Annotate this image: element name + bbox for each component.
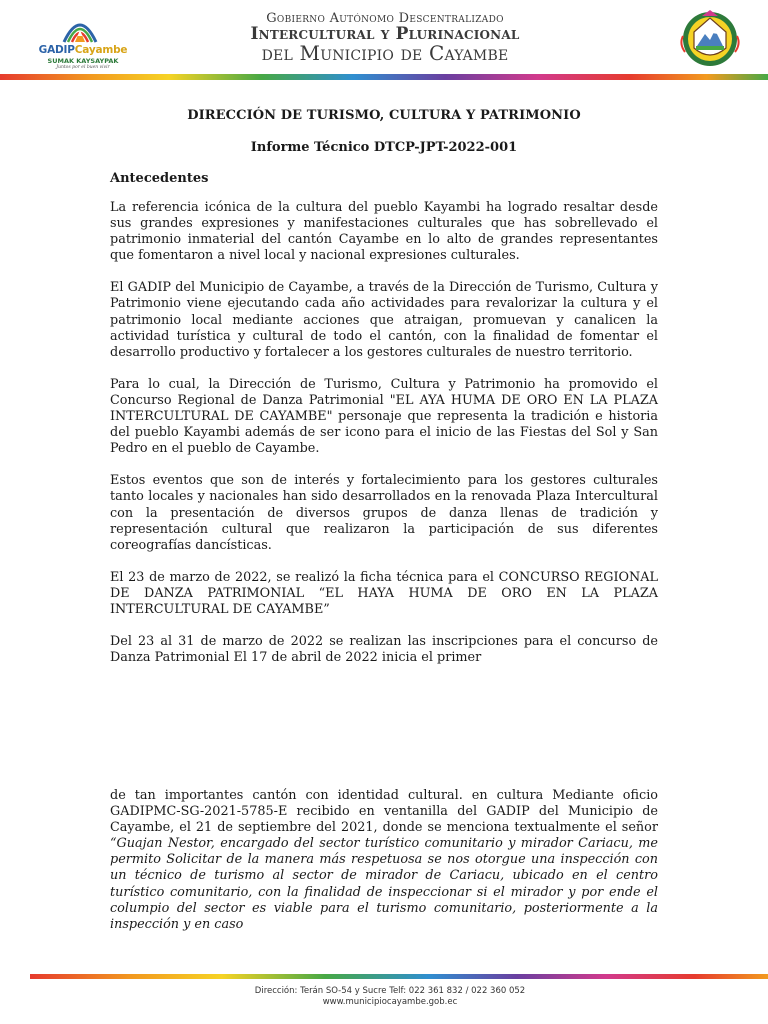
footer-website[interactable]: www.municipiocayambe.gob.ec [322, 997, 458, 1007]
report-number: Informe Técnico DTCP-JPT-2022-001 [250, 140, 518, 155]
footer-color-stripe [30, 974, 768, 979]
gov-title-line1: Gobierno Autónomo Descentralizado [266, 11, 504, 26]
logo-name: GADIPCayambe [38, 44, 128, 56]
gov-title-line2: Intercultural y Plurinacional [250, 23, 520, 44]
mountain-ring-icon [60, 14, 100, 48]
government-title [240, 12, 530, 64]
paragraph-6: Del 23 al 31 de marzo de 2022 se realizan las inscripciones para el concurso de Danza Patrimonial El 17 de abril de 2022 inicia el primer [110, 634, 658, 666]
section-heading: Antecedentes [110, 171, 209, 186]
paragraph-2: El GADIP del Municipio de Cayambe, a través de la Dirección de Turismo, Cultura y Patrimonio viene ejecutando cada año actividades para revalorizar la cultura y el patrimonio local mediante acciones que atraigan, promuevan y canalicen la actividad turística y cultural de todo el cantón, con la finalidad de fomentar el desarrollo productivo y fortalecer a los gestores culturales de nuestro territorio. [110, 280, 658, 360]
paragraph-1: La referencia icónica de la cultura del pueblo Kayambi ha logrado resaltar desde sus grandes expresiones y manifestaciones culturales que has sobrellevado el patrimonio inmaterial del cantón Cayambe en lo alto de grandes representantes que fomentaron a nivel local y nacional expresiones culturales. [110, 200, 658, 264]
paragraph-4: Estos eventos que son de interés y fortalecimiento para los gestores culturales tanto locales y nacionales han sido desarrollados en la renovada Plaza Intercultural con la presentación de diversos grupos de danza llenas de tradición y representación cultural que realizaron la participación de sus diferentes coreografías dancísticas. [110, 473, 658, 553]
gov-title-line3: del Municipio de Cayambe [261, 41, 509, 66]
gadip-cayambe-logo [38, 10, 128, 72]
paragraph-fragment [110, 788, 658, 933]
municipal-crest-icon [677, 6, 743, 70]
logo-subtitle: SUMAK KAYSAYPAK [47, 57, 119, 65]
letterhead [0, 0, 768, 80]
header-color-stripe [0, 74, 768, 80]
footer [180, 986, 600, 1008]
footer-address: Dirección: Terán SO-54 y Sucre Telf: 022 361 832 / 022 360 052 [254, 986, 526, 996]
document-body [110, 108, 658, 682]
paragraph-5: El 23 de marzo de 2022, se realizó la ficha técnica para el CONCURSO REGIONAL DE DANZA PATRIMONIAL “EL HAYA HUMA DE ORO EN LA PLAZA INTERCULTURAL DE CAYAMBE” [110, 569, 658, 617]
logo-tagline: Juntos por el buen vivir [56, 65, 110, 70]
paragraph-3: Para lo cual, la Dirección de Turismo, Cultura y Patrimonio ha promovido el Concurso Regional de Danza Patrimonial "EL AYA HUMA DE ORO EN LA PLAZA INTERCULTURAL DE CAYAMBE" personaje que representa la tradición e historia del pueblo Kayambi además de ser icono para el inicio de las Fiestas del Sol y San Pedro en el pueblo de Cayambe. [110, 376, 658, 457]
department-title: DIRECCIÓN DE TURISMO, CULTURA Y PATRIMONIO [187, 108, 581, 123]
fragment-lead: de tan importantes cantón con identidad cultural. en cultura Mediante oficio GADIPMC-SG-2021-5785-E recibido en ventanilla del GADIP del Municipio de Cayambe, el 21 de septiembre del 2021, donde se menciona textualmente el señor [110, 788, 658, 836]
fragment-quote: “Guajan Nestor, encargado del sector turístico comunitario y mirador Cariacu, me permito Solicitar de la manera más respetuosa se nos otorgue una inspección con un técnico de turismo al sector de mirador de Cariacu, ubicado en el centro turístico comunitario, con la finalidad de inspeccionar si el mirador y por ende el columpio del sector es viable para el turismo comunitario, posteriormente a la inspección y en caso [110, 836, 658, 932]
